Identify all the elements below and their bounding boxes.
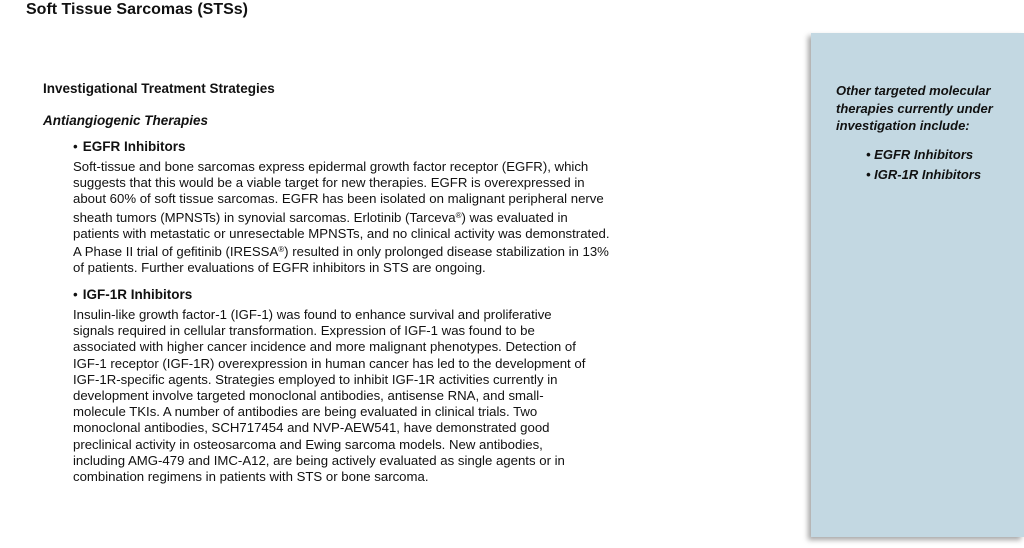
egfr-inhibitors-body — [73, 159, 663, 276]
sidebar-list — [866, 145, 981, 185]
subsection-heading: Antiangiogenic Therapies — [43, 113, 209, 128]
egfr-body-part1: Soft-tissue and bone sarcomas express epidermal growth factor receptor (EGFR), which suggests that this would be a viable target for new therapies. EGFR is overexpressed in about 60% of soft tissue sarcomas. EGFR has been isolated on malignant peripheral nerve sheath tumors (MPNSTs) in synovial sarcomas. Erlotinib (Tarceva — [73, 159, 604, 225]
egfr-body-part2: ) was evaluated in patients with metastatic or unresectable MPNSTs, and no clinical activity was demonstrated. A Phase II trial of gefitinib (IRESSA — [73, 209, 610, 260]
sidebar-callout — [811, 33, 1024, 537]
bullet: • — [73, 139, 78, 154]
page-title: Soft Tissue Sarcomas (STSs) — [26, 1, 248, 18]
egfr-body-part3: ) resulted in only prolonged disease stabilization in 13% of patients. Further evaluations of EGFR inhibitors in STS are ongoing. — [73, 244, 609, 276]
bullet: • — [73, 287, 78, 302]
registered-mark: ® — [455, 210, 462, 220]
igf1r-title-text: IGF-1R Inhibitors — [82, 287, 193, 302]
sidebar-item-igr1r: • IGR-1R Inhibitors — [866, 167, 982, 182]
igf1r-inhibitors-body: Insulin-like growth factor-1 (IGF-1) was found to enhance survival and proliferative signals required in cellular transformation. Expression of IGF-1 was found to be associated with higher cancer incidence and more malignant phenotypes. Detection of IGF-1 receptor (IGF-1R) overexpression in human cancer has led to the development of IGF-1R-specific agents. Strategies employed to inhibit IGF-1R activities currently in development involve targeted monoclonal antibodies, antisense RNA, and small- molecule TKIs. A number of antibodies are being evaluated in clinical trials. Two monoclonal antibodies, SCH717454 and NVP-AEW541, have demonstrated good preclinical activity in osteosarcoma and Ewing sarcoma models. New antibodies, including AMG-479 and IMC-A12, are being actively evaluated as single agents or in combination regimens in patients with STS or bone sarcoma. — [73, 307, 586, 485]
igf1r-inhibitors-section — [73, 286, 663, 485]
egfr-inhibitors-title — [73, 138, 663, 156]
sidebar-intro: Other targeted molecular therapies currently under investigation include: — [836, 83, 993, 133]
egfr-title-text: EGFR Inhibitors — [82, 139, 186, 154]
egfr-inhibitors-section — [73, 138, 663, 276]
sidebar-item-egfr: • EGFR Inhibitors — [866, 147, 974, 162]
igf1r-inhibitors-title — [73, 286, 663, 304]
section-heading: Investigational Treatment Strategies — [43, 81, 275, 96]
registered-mark: ® — [278, 245, 285, 255]
